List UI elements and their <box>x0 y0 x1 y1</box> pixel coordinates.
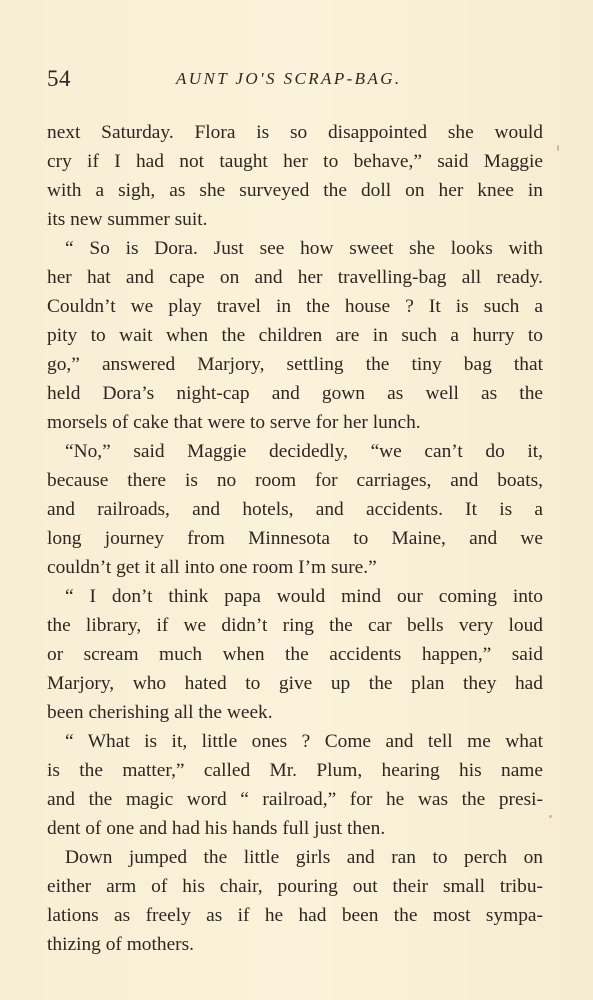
text-line: go,” answered Marjory, settling the tiny bag that <box>47 354 543 375</box>
text-line: held Dora’s night-cap and gown as well as the <box>47 383 543 404</box>
text-line: is the matter,” called Mr. Plum, hearing his name <box>47 760 543 781</box>
page-number: 54 <box>47 66 71 91</box>
text-line: “ What is it, little ones ? Come and tell me what <box>65 731 543 752</box>
text-line: been cherishing all the week. <box>47 702 273 723</box>
paper-speck <box>557 145 559 151</box>
text-line: the library, if we didn’t ring the car bells very loud <box>47 615 543 636</box>
text-line: “No,” said Maggie decidedly, “we can’t do it, <box>65 441 543 462</box>
text-line: thizing of mothers. <box>47 934 195 955</box>
text-line: couldn’t get it all into one room I’m sure.” <box>47 557 377 578</box>
text-line: “ So is Dora. Just see how sweet she looks with <box>65 238 543 259</box>
text-line: and railroads, and hotels, and accidents. It is a <box>47 499 543 520</box>
text-line: dent of one and had his hands full just then. <box>47 818 386 839</box>
text-line: “ I don’t think papa would mind our coming into <box>65 586 543 607</box>
text-line: Marjory, who hated to give up the plan they had <box>47 673 543 694</box>
text-line: morsels of cake that were to serve for her lunch. <box>47 412 421 433</box>
text-line: lations as freely as if he had been the most sympa- <box>47 905 543 926</box>
text-line: Couldn’t we play travel in the house ? It is such a <box>47 296 543 317</box>
text-line: its new summer suit. <box>47 209 208 230</box>
text-line: her hat and cape on and her travelling-bag all ready. <box>47 267 543 288</box>
text-line: next Saturday. Flora is so disappointed she would <box>47 122 543 143</box>
text-line: and the magic word “ railroad,” for he was the presi- <box>47 789 543 810</box>
text-line: because there is no room for carriages, and boats, <box>47 470 543 491</box>
paper-speck <box>549 815 552 818</box>
page-header <box>47 66 547 100</box>
text-line: or scream much when the accidents happen,” said <box>47 644 543 665</box>
text-line: Down jumped the little girls and ran to perch on <box>65 847 543 868</box>
body-text <box>47 118 543 959</box>
text-line: long journey from Minnesota to Maine, and we <box>47 528 543 549</box>
text-line: cry if I had not taught her to behave,” said Maggie <box>47 151 543 172</box>
text-line: either arm of his chair, pouring out their small tribu- <box>47 876 543 897</box>
text-line: with a sigh, as she surveyed the doll on her knee in <box>47 180 543 201</box>
running-title: AUNT JO'S SCRAP-BAG. <box>176 69 402 88</box>
text-line: pity to wait when the children are in such a hurry to <box>47 325 543 346</box>
